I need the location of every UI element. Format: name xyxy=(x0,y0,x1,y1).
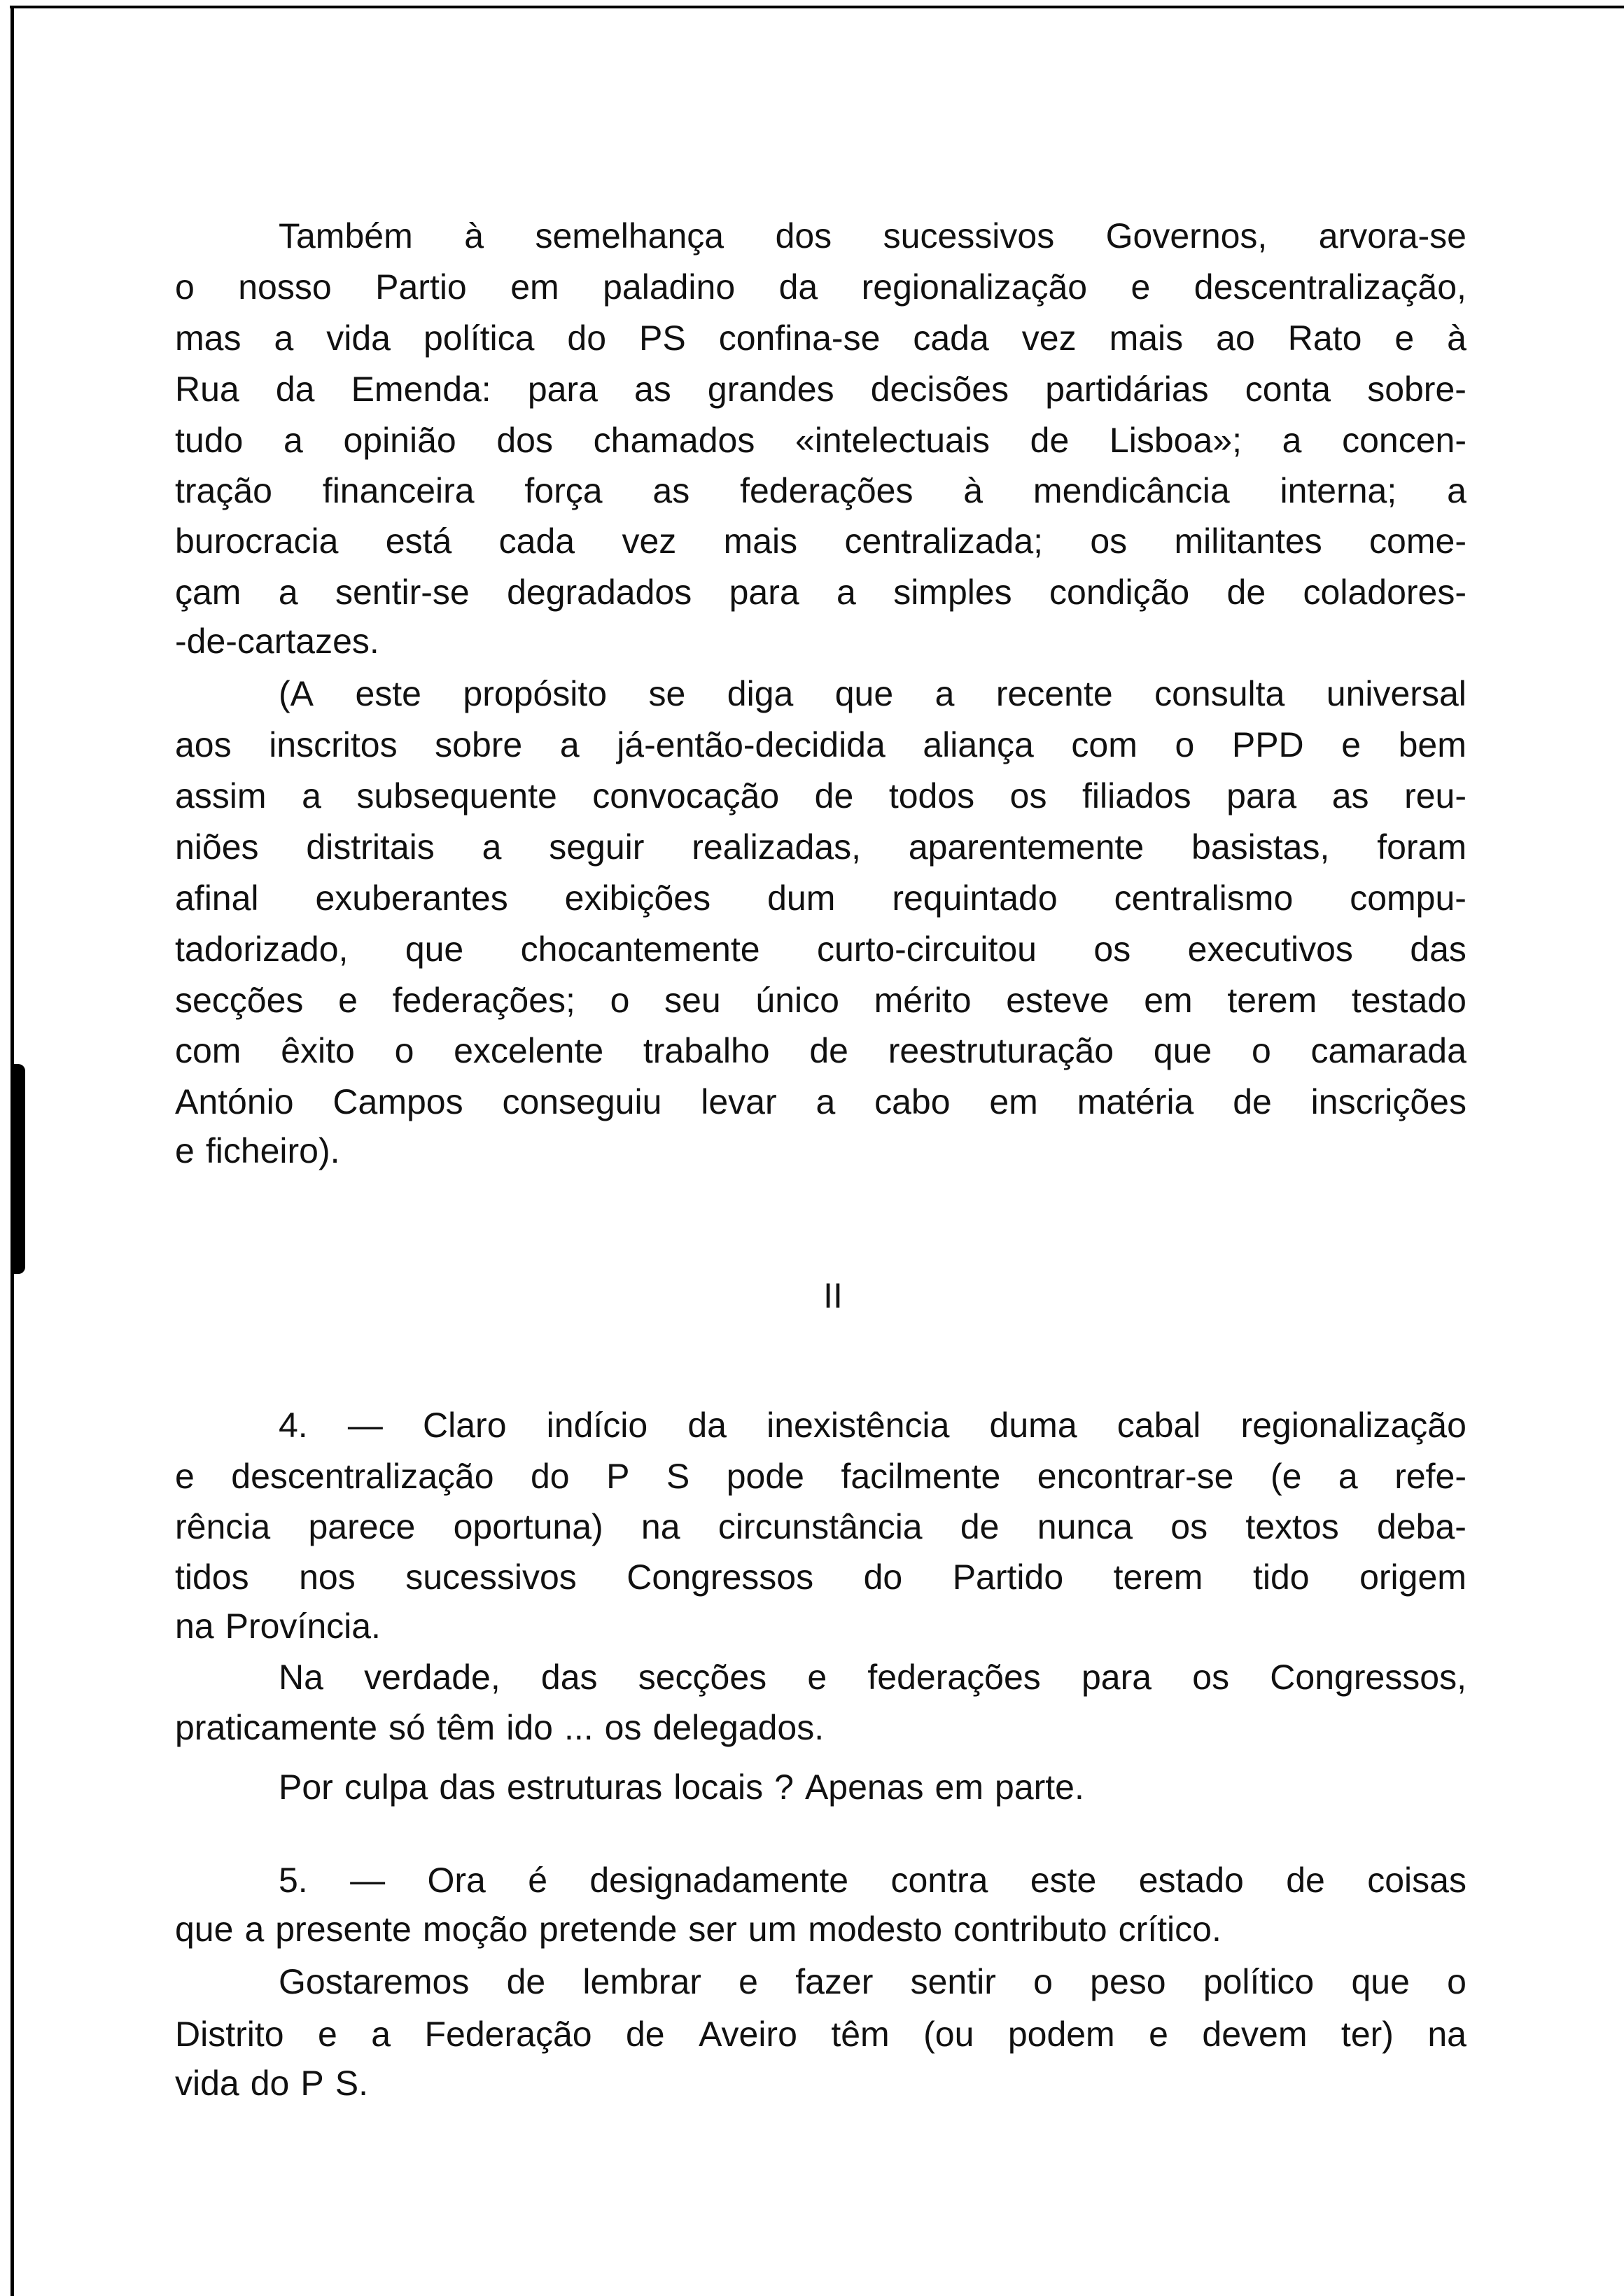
text-line: e ficheiro). xyxy=(175,1131,340,1170)
text-line: com êxito o excelente trabalho de reestruturação que o camarada xyxy=(175,1031,1466,1070)
text-line: (A este propósito se diga que a recente consulta universal xyxy=(279,674,1466,713)
text-line: Gostaremos de lembrar e fazer sentir o peso político que o xyxy=(279,1962,1466,2001)
text-line: Distrito e a Federação de Aveiro têm (ou podem e devem ter) na xyxy=(175,2015,1466,2054)
text-line: na Província. xyxy=(175,1606,381,1646)
text-line: e descentralização do P S pode facilmente encontrar-se (e a refe- xyxy=(175,1457,1466,1496)
text-line: burocracia está cada vez mais centralizada; os militantes come- xyxy=(175,522,1466,561)
text-line: Na verdade, das secções e federações para os Congressos, xyxy=(279,1658,1466,1697)
text-line: tadorizado, que chocantemente curto-circuitou os executivos das xyxy=(175,930,1466,969)
text-line: vida do P S. xyxy=(175,2064,368,2103)
text-line: 4. — Claro indício da inexistência duma cabal regionalização xyxy=(279,1406,1466,1445)
text-line: niões distritais a seguir realizadas, aparentemente basistas, foram xyxy=(175,827,1466,867)
text-line: tudo a opinião dos chamados «intelectuais de Lisboa»; a concen- xyxy=(175,421,1466,460)
text-line: António Campos conseguiu levar a cabo em matéria de inscrições xyxy=(175,1082,1466,1121)
page-border-bulge xyxy=(10,1064,25,1274)
text-line: tidos nos sucessivos Congressos do Partido terem tido origem xyxy=(175,1558,1466,1597)
text-line: Por culpa das estruturas locais ? Apenas em parte. xyxy=(279,1768,1084,1807)
text-line: rência parece oportuna) na circunstância de nunca os textos deba- xyxy=(175,1507,1466,1546)
text-line: que a presente moção pretende ser um modesto contributo crítico. xyxy=(175,1910,1222,1949)
text-line: afinal exuberantes exibições dum requintado centralismo compu- xyxy=(175,878,1466,918)
text-line: o nosso Partio em paladino da regionalização e descentralização, xyxy=(175,267,1466,307)
text-line: Também à semelhança dos sucessivos Governos, arvora-se xyxy=(279,216,1466,255)
text-line: çam a sentir-se degradados para a simples condição de coladores- xyxy=(175,573,1466,612)
text-line: -de-cartazes. xyxy=(175,622,379,661)
text-line: assim a subsequente convocação de todos os filiados para as reu- xyxy=(175,776,1466,816)
text-line: secções e federações; o seu único mérito esteve em terem testado xyxy=(175,981,1466,1020)
text-line: 5. — Ora é designadamente contra este estado de coisas xyxy=(279,1861,1466,1900)
section-heading: II xyxy=(823,1276,843,1315)
text-line: Rua da Emenda: para as grandes decisões partidárias conta sobre- xyxy=(175,370,1466,409)
text-line: aos inscritos sobre a já-então-decidida aliança com o PPD e bem xyxy=(175,725,1466,764)
text-line: mas a vida política do PS confina-se cada vez mais ao Rato e à xyxy=(175,318,1466,358)
text-line: tração financeira força as federações à mendicância interna; a xyxy=(175,471,1466,510)
text-line: praticamente só têm ido ... os delegados. xyxy=(175,1708,825,1747)
page-border-top xyxy=(10,6,1624,8)
